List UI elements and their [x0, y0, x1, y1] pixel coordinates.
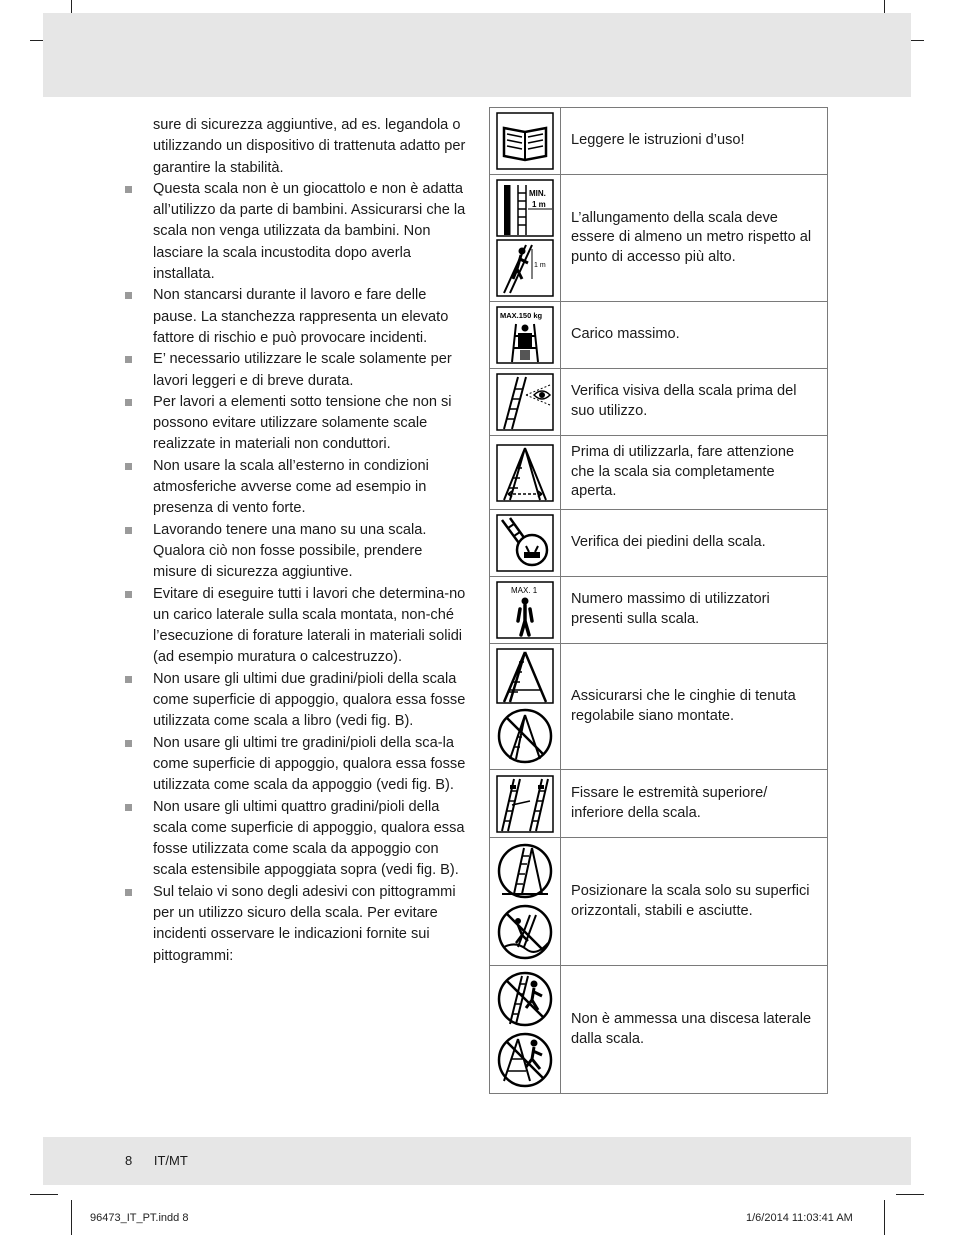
max-users-icon [496, 581, 554, 639]
no-side-exit-stepladder-icon [496, 1031, 554, 1089]
bullet-item: Sul telaio vi sono degli adesivi con pittogrammi per un utilizzo sicuro della scala. Per evitare incidenti osservare le indicazioni fornite sui pittogrammi: [125, 882, 470, 967]
icon-label: 1 m [532, 200, 546, 209]
bullet-item: Per lavori a elementi sotto tensione che non si possono evitare utilizzare solamente scale realizzate in materiali non conduttori. [125, 392, 470, 456]
pictogram-cell [490, 644, 561, 770]
ladder-eye-check-icon [496, 373, 554, 431]
slug-timestamp: 1/6/2014 11:03:41 AM [746, 1212, 853, 1224]
slug-file: 96473_IT_PT.indd 8 [90, 1212, 189, 1224]
pictogram-cell [490, 436, 561, 510]
icon-label: MIN. [529, 189, 546, 198]
bullet-square-icon [125, 399, 132, 406]
climber-1m-icon [496, 239, 554, 297]
pictogram-cell [490, 770, 561, 838]
bullet-square-icon [125, 889, 132, 896]
no-uneven-ground-icon [496, 903, 554, 961]
no-side-exit-icon [496, 970, 554, 1028]
bullet-item: Non usare gli ultimi tre gradini/pioli della sca-la come superficie di appoggio, qualora essa fosse utilizzata come scala da appoggio (vedi fig. B). [125, 733, 470, 797]
pictogram-description: Carico massimo. [561, 302, 828, 369]
bullet-square-icon [125, 527, 132, 534]
bullet-square-icon [125, 740, 132, 747]
pictogram-cell [490, 369, 561, 436]
pictogram-description: Numero massimo di utilizzatori presenti sulla scala. [561, 577, 828, 644]
bullet-item: Evitare di eseguire tutti i lavori che determina-no un carico laterale sulla scala montata, non-ché l’esecuzione di forature laterali in materiali solidi (ad esempio muratura o calcestruzzo). [125, 584, 470, 669]
bullet-item: Non usare gli ultimi due gradini/pioli della scala come superficie di appoggio, qualora essa fosse utilizzata come scala a libro (vedi fig. B). [125, 669, 470, 733]
pictogram-cell [490, 302, 561, 369]
ladder-feet-check-icon [496, 514, 554, 572]
stepladder-strap-icon [496, 648, 554, 704]
icon-label: MAX.150 kg [500, 311, 543, 320]
no-strap-icon [496, 707, 554, 765]
pictogram-cell [490, 108, 561, 175]
bullet-square-icon [125, 463, 132, 470]
table-row [490, 770, 828, 838]
table-row [490, 510, 828, 577]
pictogram-description: L’allungamento della scala deve essere di almeno un metro rispetto al punto di accesso più alto. [561, 175, 828, 302]
table-row [490, 108, 828, 175]
table-row [490, 369, 828, 436]
pictogram-description: Leggere le istruzioni d’uso! [561, 108, 828, 175]
pictogram-cell [490, 577, 561, 644]
table-row [490, 436, 828, 510]
bullet-item: E’ necessario utilizzare le scale solamente per lavori leggeri e di breve durata. [125, 349, 470, 392]
pictogram-description: Non è ammessa una discesa laterale dalla scala. [561, 966, 828, 1094]
bullet-square-icon [125, 676, 132, 683]
ladder-level-icon [496, 842, 554, 900]
table-row [490, 838, 828, 966]
ladder-open-icon [496, 444, 554, 502]
bullet-square-icon [125, 591, 132, 598]
bullet-item: Non usare gli ultimi quattro gradini/pioli della scala come superficie di appoggio, qualora essa fosse utilizzata come scala da appoggio con scala estensibile appoggiata sopra (vedi fig. B). [125, 797, 470, 882]
pictogram-description: Assicurarsi che le cinghie di tenuta regolabile siano montate. [561, 644, 828, 770]
crop-mark [71, 1200, 72, 1235]
bullet-square-icon [125, 186, 132, 193]
header-band [43, 13, 911, 97]
bullet-square-icon [125, 804, 132, 811]
bullet-item: Lavorando tenere una mano su una scala. Qualora ciò non fosse possibile, prendere misure di sicurezza aggiuntive. [125, 520, 470, 584]
ladder-min-extension-icon [496, 179, 554, 237]
safety-text-column [125, 115, 470, 967]
icon-label: 1 m [534, 262, 546, 269]
crop-mark [30, 1194, 58, 1195]
pictogram-description: Fissare le estremità superiore/ inferiore della scala. [561, 770, 828, 838]
icon-label: MAX. 1 [511, 586, 538, 595]
pictogram-cell [490, 966, 561, 1094]
max-load-icon [496, 306, 554, 364]
pictogram-description: Verifica visiva della scala prima del suo utilizzo. [561, 369, 828, 436]
bullet-square-icon [125, 292, 132, 299]
pictogram-description: Prima di utilizzarla, fare attenzione che la scala sia completamente aperta. [561, 436, 828, 510]
crop-mark [896, 1194, 924, 1195]
pictogram-description: Verifica dei piedini della scala. [561, 510, 828, 577]
locale-label: IT/MT [153, 1153, 188, 1168]
table-row [490, 966, 828, 1094]
table-row [490, 644, 828, 770]
table-row [490, 577, 828, 644]
crop-mark [884, 1200, 885, 1235]
bullet-square-icon [125, 356, 132, 363]
paragraph: sure di sicurezza aggiuntive, ad es. legandola o utilizzando un dispositivo di trattenuta adatto per garantire la stabilità. [153, 117, 466, 176]
page-number: 8 [125, 1153, 133, 1168]
pictogram-cell [490, 175, 561, 302]
bullet-item: Questa scala non è un giocattolo e non è adatta all’utilizzo da parte di bambini. Assicurarsi che la scala non venga utilizzata da bambini. Non lasciare la scala incustodita dopo averla installata. [125, 179, 470, 285]
pictogram-cell [490, 510, 561, 577]
table-row [490, 302, 828, 369]
pictogram-table [489, 107, 828, 1094]
pictogram-description: Posizionare la scala solo su superfici orizzontali, stabili e asciutte. [561, 838, 828, 966]
table-row [490, 175, 828, 302]
pictogram-cell [490, 838, 561, 966]
fix-ends-icon [496, 775, 554, 833]
book-icon [496, 112, 554, 170]
bullet-item: Non stancarsi durante il lavoro e fare delle pause. La stanchezza rappresenta un elevato fattore di rischio e può provocare incidenti. [125, 285, 470, 349]
page-footer [125, 1153, 206, 1168]
bullet-item: Non usare la scala all’esterno in condizioni atmosferiche avverse come ad esempio in presenza di vento forte. [125, 456, 470, 520]
